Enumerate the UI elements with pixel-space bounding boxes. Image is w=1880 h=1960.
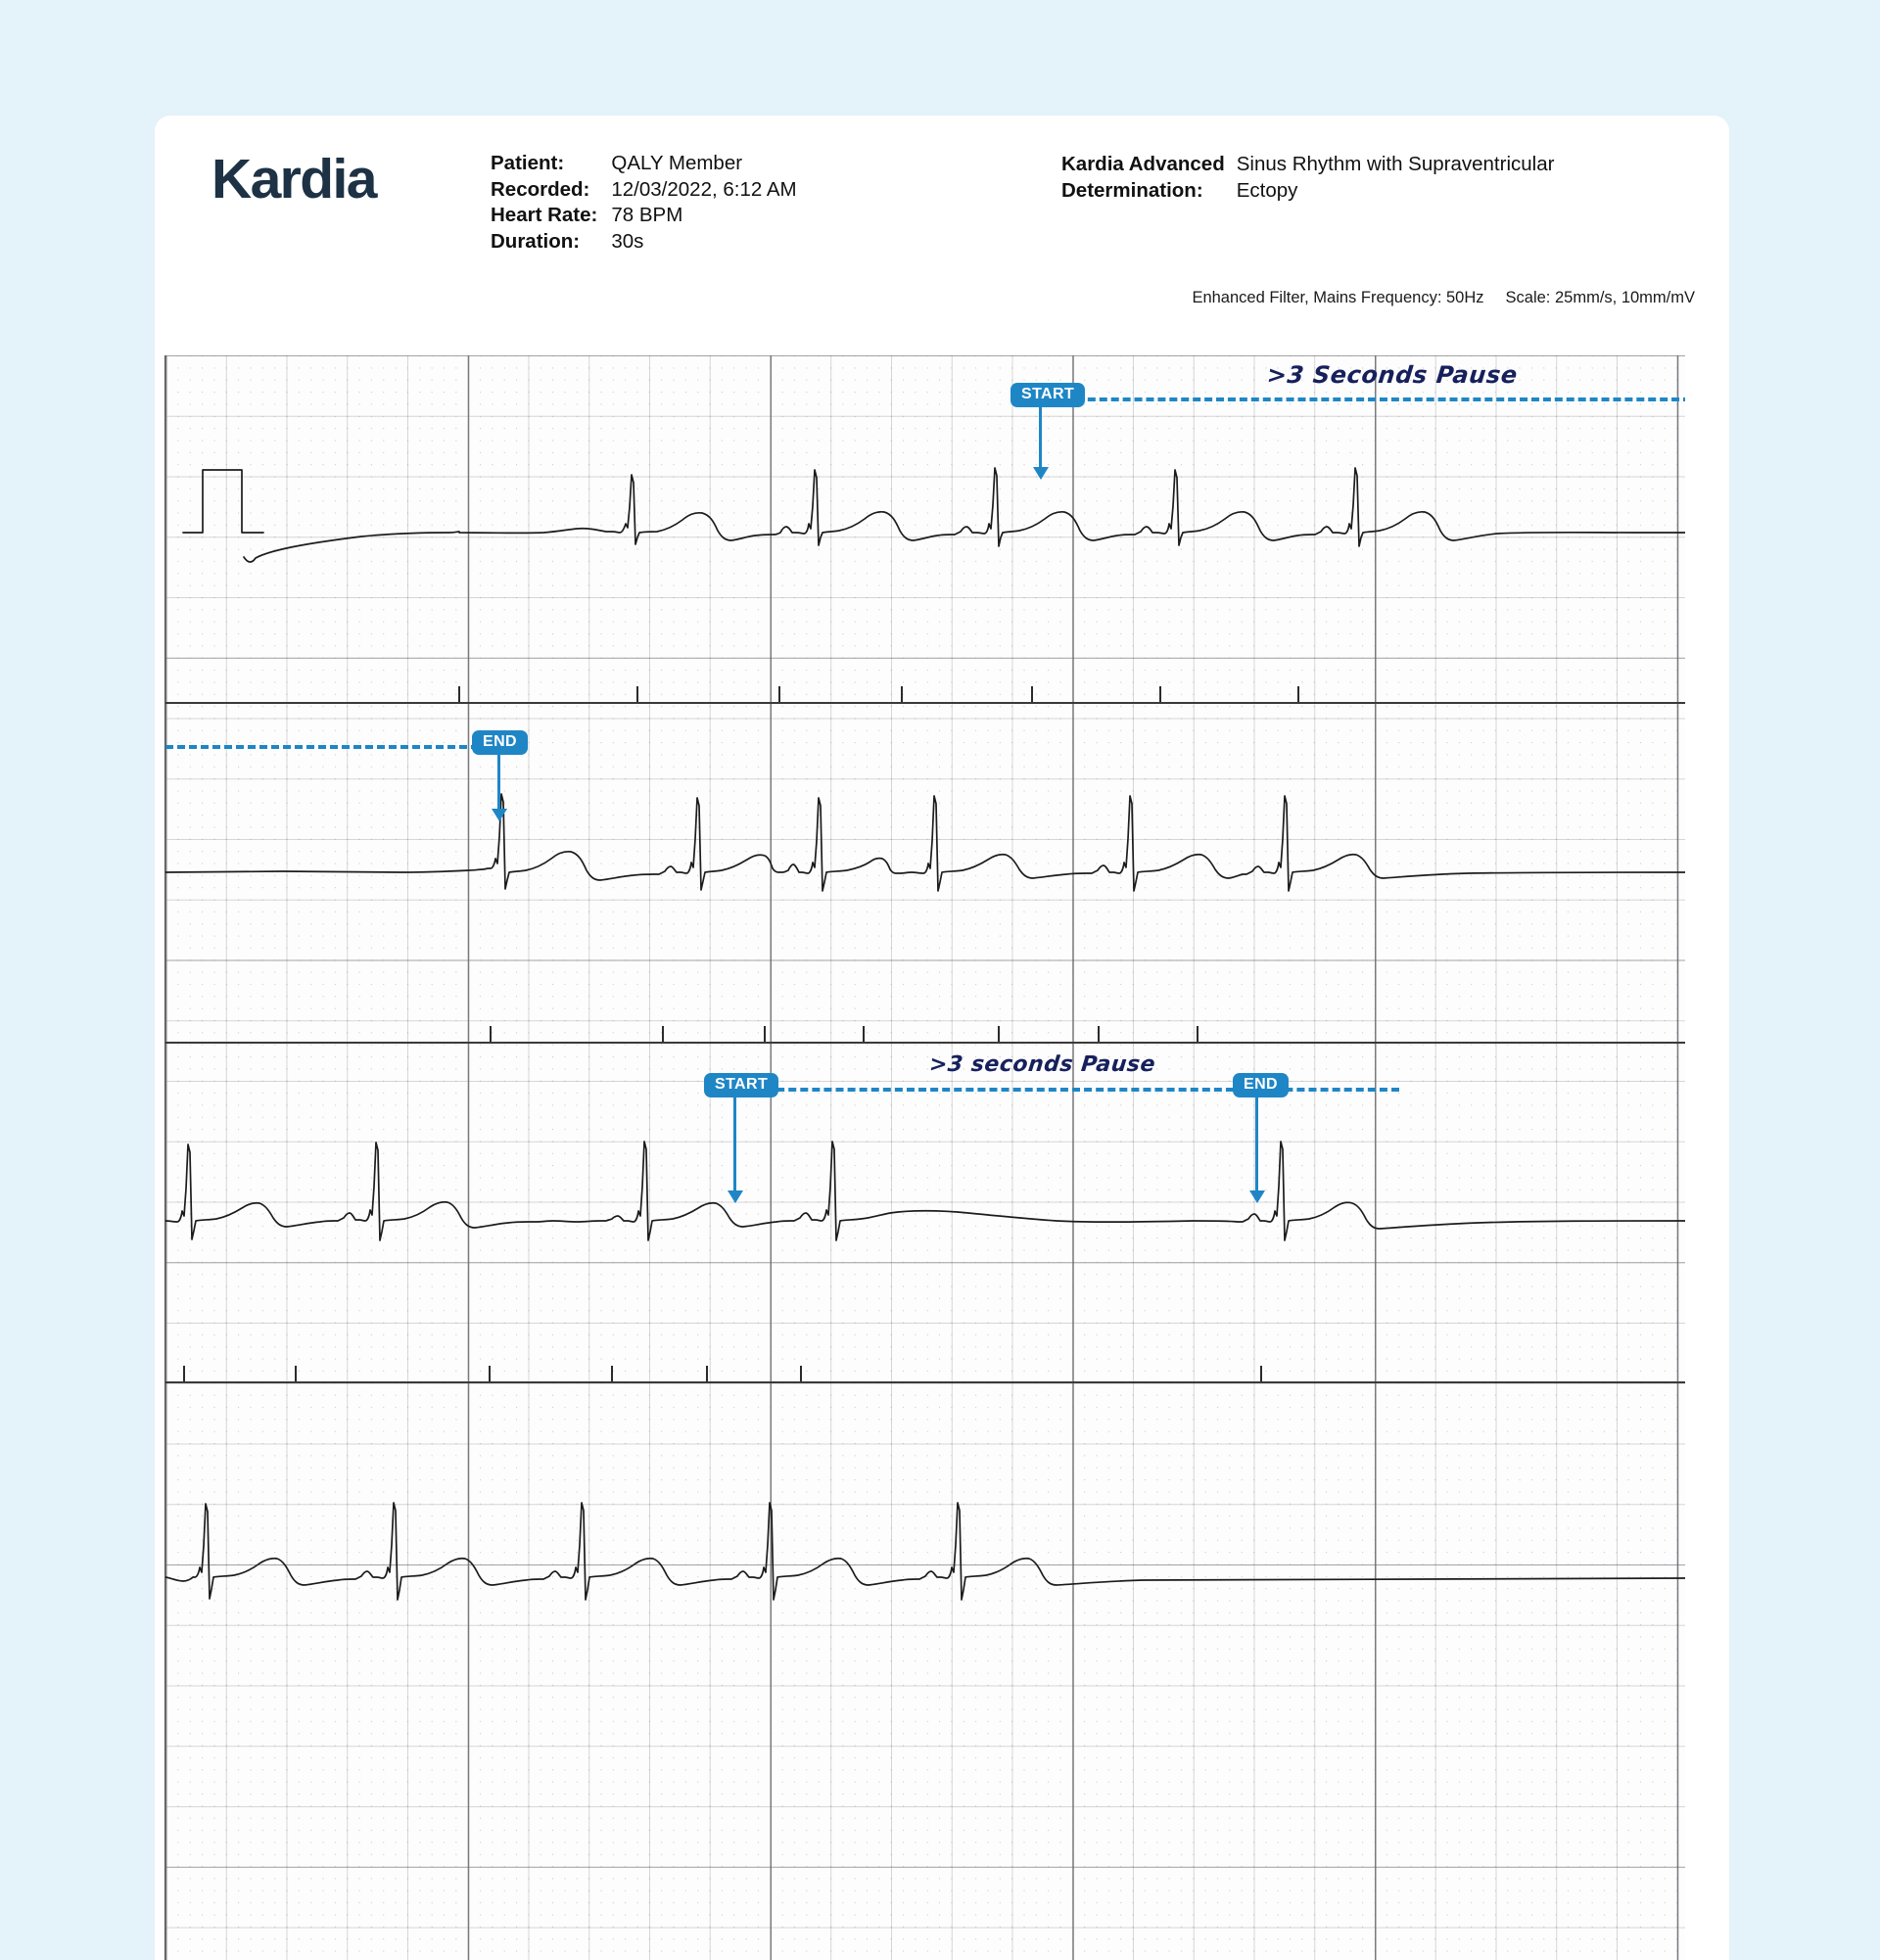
determination-block — [1061, 152, 1560, 204]
determination-label-line2: Determination: — [1061, 178, 1203, 202]
determination-row — [1061, 152, 1560, 178]
ecg-graph-paper — [165, 355, 1685, 1960]
pause-1-start-badge[interactable]: START — [1010, 383, 1085, 407]
recorded-row — [491, 177, 797, 204]
duration-value: 30s — [611, 229, 644, 253]
pause-2-start-arrow — [728, 1097, 743, 1204]
report-card — [155, 116, 1729, 1960]
pause-1-note: >3 Seconds Pause — [1265, 361, 1520, 389]
pause-1-end-badge[interactable]: END — [472, 730, 528, 755]
recorded-value: 12/03/2022, 6:12 AM — [611, 177, 797, 201]
pause-1-dashline-top — [1064, 397, 1685, 401]
heart-rate-row — [491, 203, 797, 229]
pause-2-end-badge[interactable]: END — [1233, 1073, 1289, 1097]
heart-rate-label: Heart Rate: — [491, 204, 598, 226]
duration-label: Duration: — [491, 229, 581, 253]
heart-rate-value: 78 BPM — [611, 204, 683, 226]
pause-2-note: >3 seconds Pause — [927, 1052, 1157, 1077]
scale-info-text: Scale: 25mm/s, 10mm/mV — [1505, 289, 1695, 306]
filter-info-text: Enhanced Filter, Mains Frequency: 50Hz — [1192, 289, 1484, 306]
duration-row — [491, 229, 797, 256]
strip-1-beat-ticks — [165, 686, 1685, 702]
pause-1-end-arrow — [492, 754, 507, 822]
filter-scale-info — [1192, 289, 1695, 307]
strip-separator-2 — [165, 1042, 1685, 1044]
strip-separator-1 — [165, 702, 1685, 704]
ecg-grid-area — [164, 355, 1685, 1960]
patient-info-block — [491, 151, 797, 255]
recorded-label: Recorded: — [491, 177, 590, 201]
strip-separator-3 — [165, 1381, 1685, 1383]
pause-1-dashline-bottom — [165, 745, 479, 749]
pause-2-start-badge[interactable]: START — [704, 1073, 778, 1097]
patient-label: Patient: — [491, 152, 565, 174]
patient-value: QALY Member — [611, 152, 743, 174]
pause-1-start-arrow — [1033, 406, 1049, 481]
strip-3-beat-ticks — [165, 1366, 1685, 1381]
determination-label-line1: Kardia Advanced — [1061, 153, 1225, 175]
strip-2-beat-ticks — [165, 1026, 1685, 1042]
pause-2-dashline — [753, 1088, 1399, 1092]
kardia-logo: Kardia — [212, 148, 376, 210]
report-header — [155, 116, 1729, 306]
pause-2-end-arrow — [1249, 1097, 1265, 1204]
determination-value: Sinus Rhythm with Supraventricular Ectopy — [1236, 153, 1555, 202]
patient-row — [491, 151, 797, 177]
